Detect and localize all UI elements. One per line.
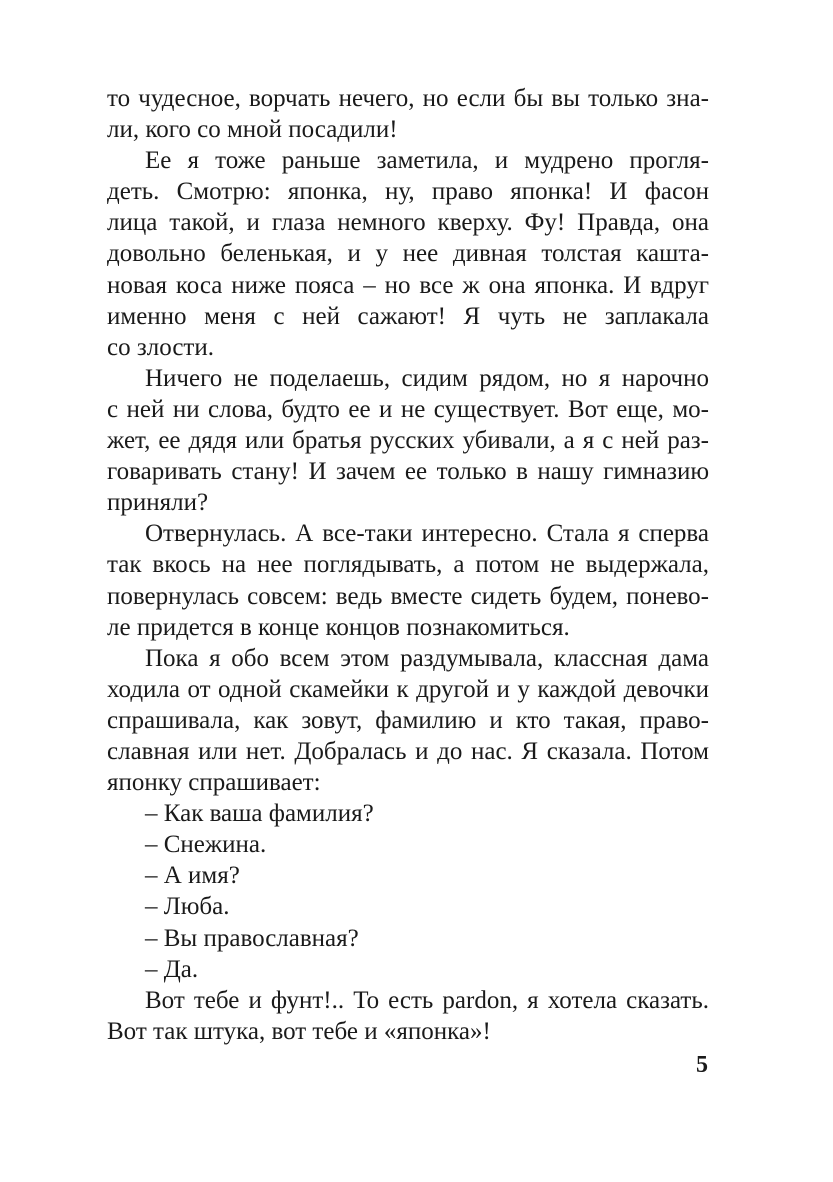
text-line: жет, ее дядя или братья русских убивали, а я с ней раз- — [107, 427, 709, 455]
text-line: то чудесное, ворчать нечего, но если бы вы только зна- — [107, 85, 709, 112]
text-line: новая коса ниже пояса – но все ж она японка. И вдруг — [107, 271, 709, 299]
text-line: ли, кого со мной посадили! — [107, 116, 398, 144]
text-line: довольно беленькая, и у нее дивная толстая кашта- — [107, 240, 709, 268]
text-line: деть. Смотрю: японка, ну, право японка! И фасон — [107, 178, 709, 206]
dialogue-line: – Вы православная? — [145, 924, 359, 952]
text-line: Вот так штука, вот тебе и «японка»! — [107, 1017, 491, 1045]
text-line: Пока я обо всем этом раздумывала, классная дама — [145, 644, 709, 672]
text-line: именно меня с ней сажают! Я чуть не заплакала — [107, 302, 709, 330]
text-line: японку спрашивает: — [107, 769, 321, 797]
text-line: со злости. — [107, 333, 214, 361]
text-line: ходила от одной скамейки к другой и у каждой девочки — [107, 675, 709, 703]
text-line: ле придется в конце концов познакомиться. — [107, 613, 570, 641]
text-line: славная или нет. Добралась и до нас. Я сказала. Потом — [107, 737, 709, 765]
text-line: говаривать стану! И зачем ее только в нашу гимназию — [107, 458, 709, 486]
dialogue-line: – Люба. — [145, 893, 230, 921]
dialogue-line: – Как ваша фамилия? — [145, 800, 374, 828]
text-line: так вкось на нее поглядывать, а потом не выдержала, — [107, 551, 709, 579]
page-number: 5 — [696, 1052, 708, 1078]
text-line: спрашивала, как зовут, фамилию и кто такая, право- — [107, 706, 709, 734]
body-text — [107, 83, 709, 1047]
text-line: приняли? — [107, 489, 209, 517]
text-line: Ее я тоже раньше заметила, и мудрено прогля- — [145, 147, 709, 175]
text-line: лица такой, и глаза немного кверху. Фу! Правда, она — [107, 209, 709, 237]
dialogue-line: – Да. — [145, 955, 199, 983]
text-line: повернулась совсем: ведь вместе сидеть будем, понево- — [107, 582, 709, 610]
dialogue-line: – Снежина. — [145, 831, 267, 859]
text-line: Ничего не поделаешь, сидим рядом, но я нарочно — [145, 364, 709, 392]
dialogue-line: – А имя? — [145, 862, 240, 890]
text-line: Вот тебе и фунт!.. То есть pardon, я хотела сказать. — [145, 986, 709, 1014]
text-line: с ней ни слова, будто ее и не существует. Вот еще, мо- — [107, 395, 709, 423]
text-line: Отвернулась. А все-таки интересно. Стала я сперва — [145, 520, 709, 548]
